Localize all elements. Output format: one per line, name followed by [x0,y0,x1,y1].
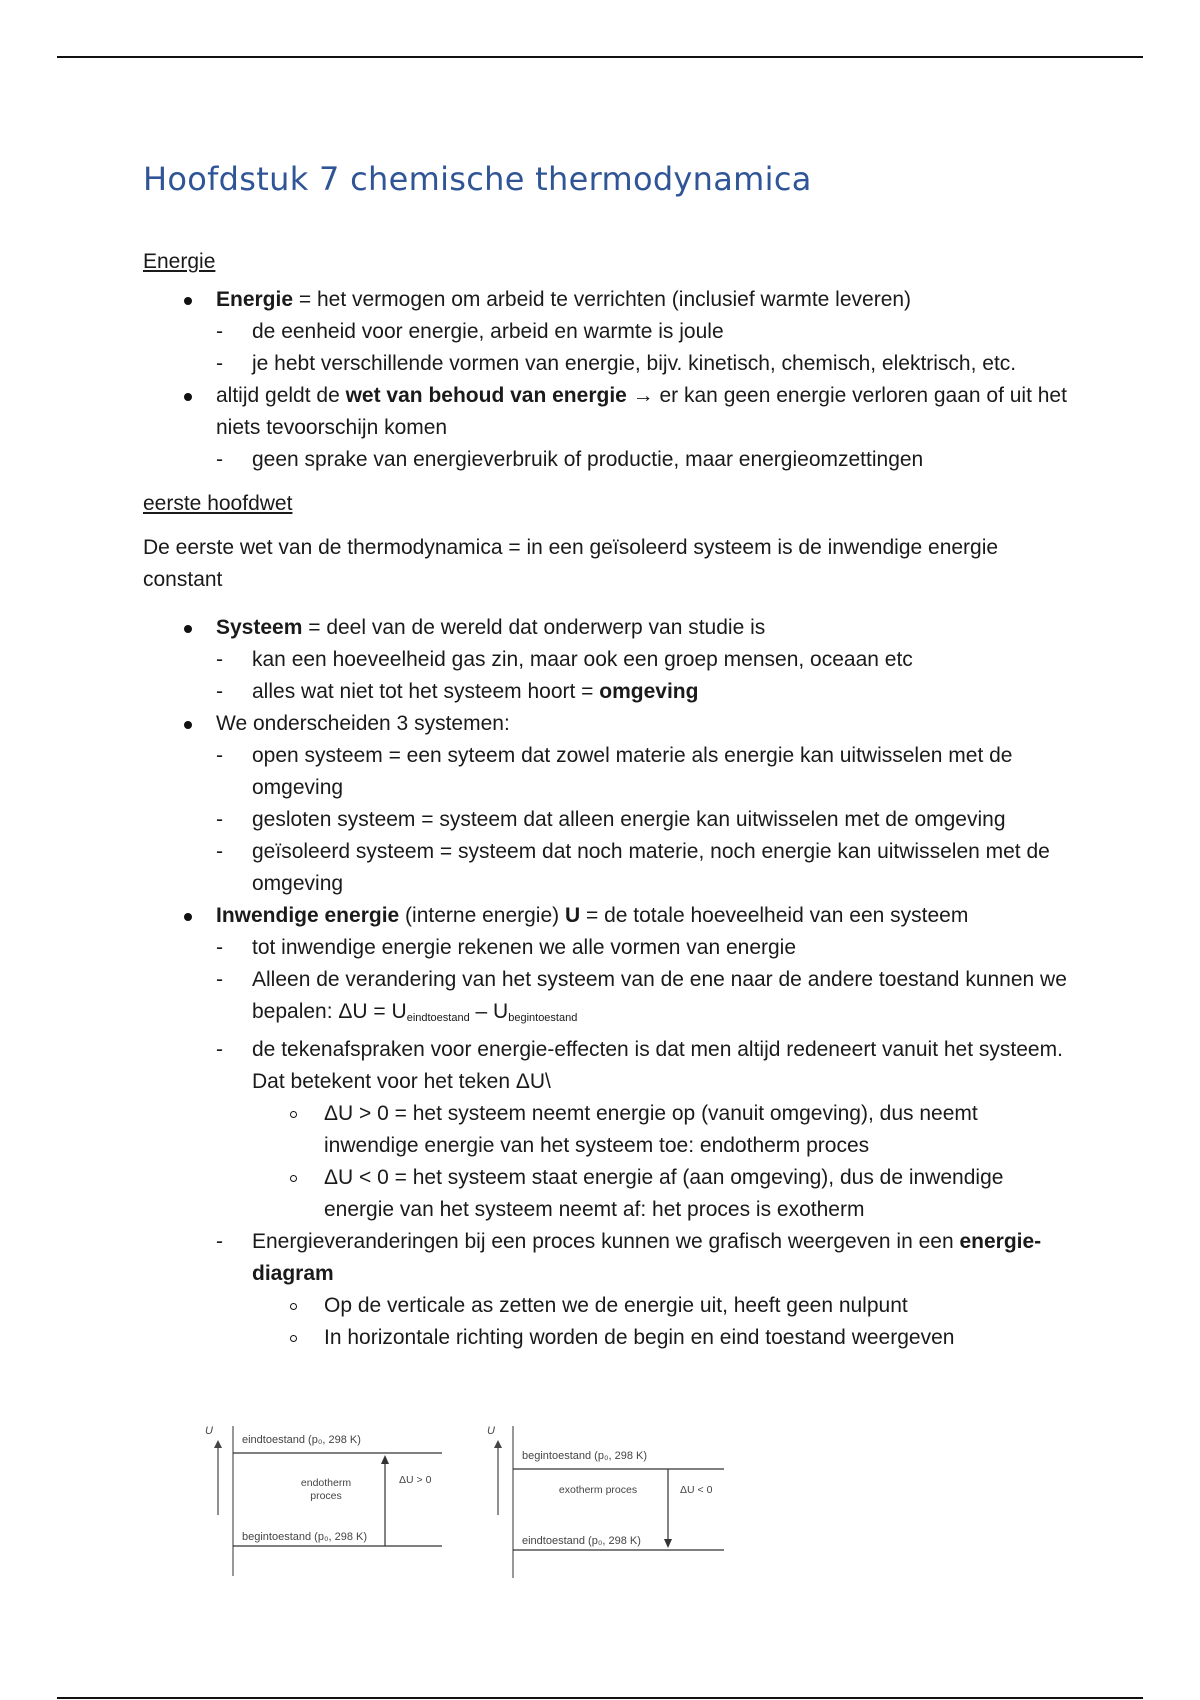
list-item: - alles wat niet tot het systeem hoort = omgeving [216,676,1073,708]
delta-label: ΔU > 0 [399,1474,432,1486]
dash-icon: - [216,840,223,863]
list-item: - open systeem = een syteem dat zowel materie als energie kan uitwisselen met de omgeving [216,740,1073,804]
arrow-up-icon [494,1440,502,1448]
section-heading-hoofdwet: eerste hoofdwet [143,492,293,515]
bullet-icon [184,721,192,729]
section-heading-energie: Energie [143,250,216,273]
list-item: ΔU > 0 = het systeem neemt energie op (vanuit omgeving), dus neemt inwendige energie van het systeem toe: endotherm proces [252,1098,1073,1162]
list-item: Inwendige energie (interne energie) U = de totale hoeveelheid van een systeem - tot inwendige energie rekenen we alle vormen van energie - Alleen de verandering van het systeem van de ene naar de andere toestand kunnen we bepalen: $\Delta U = U_{eindtoestand} - U_{begintoestand}$ - de tekenafspraken voor energie-effecten is dat men altijd redeneert vanuit het systeem. Dat betekent voor het teken ΔU\ ΔU > 0 = het systeem neemt energie op (vanuit omgeving), dus neemt inwendige energie van het systeem toe: endotherm proces ΔU < 0 = het systeem staat energie af (aan omgeving), dus de inwendige energie van het systeem neemt af: het proces is exotherm - Energieveranderingen bij een proces kunnen we grafisch weergeven in een energie-diagram Op de verticale as zetten we de energie uit, heeft geen nulpunt In horizontale richting worden de begin en eind toestand weergeven [143,900,1073,1354]
circle-bullet-icon [290,1335,297,1342]
energy-diagram-endotherm [200,1420,450,1585]
top-level-label: eindtoestand (p₀, 298 K) [242,1434,361,1446]
intro-paragraph: De eerste wet van de thermodynamica = in een geïsoleerd systeem is de inwendige energie constant [143,536,999,591]
dash-icon: - [216,648,223,671]
process-label-2: proces [310,1490,342,1502]
bottom-level-label: eindtoestand (p₀, 298 K) [522,1535,641,1547]
arrow-up-icon [214,1440,222,1448]
bullet-icon [184,913,192,921]
dash-icon: - [216,448,223,471]
list-item: - kan een hoeveelheid gas zin, maar ook een groep mensen, oceaan etc [216,644,1073,676]
document-body [143,160,1073,1354]
list-item: - tot inwendige energie rekenen we alle vormen van energie [216,932,1073,964]
list-item: - geen sprake van energieverbruik of productie, maar energieomzettingen [216,444,1073,476]
list-item: Energie = het vermogen om arbeid te verrichten (inclusief warmte leveren) - de eenheid voor energie, arbeid en warmte is joule - je hebt verschillende vormen van energie, bijv. kinetisch, chemisch, elektrisch, etc. [143,284,1073,380]
bullet-icon [184,393,192,401]
energie-list [143,284,1073,476]
bullet-icon [184,625,192,633]
list-item: Systeem = deel van de wereld dat onderwerp van studie is - kan een hoeveelheid gas zin, maar ook een groep mensen, oceaan etc - alles wat niet tot het systeem hoort = omgeving [143,612,1073,708]
process-label: exotherm proces [558,1484,638,1496]
circle-bullet-icon [290,1111,297,1118]
footer-rule [57,1697,1143,1699]
top-level-label: begintoestand (p₀, 298 K) [522,1450,648,1462]
page-title: Hoofdstuk 7 chemische thermodynamica [143,160,812,198]
dash-icon: - [216,352,223,375]
dash-icon: - [216,320,223,343]
bullet-icon [184,297,192,305]
delta-label: ΔU < 0 [680,1484,713,1496]
list-item: We onderscheiden 3 systemen: - open systeem = een syteem dat zowel materie als energie kan uitwisselen met de omgeving - gesloten systeem = systeem dat alleen energie kan uitwisselen met de omgeving - geïsoleerd systeem = systeem dat noch materie, noch energie kan uitwisselen met de omgeving [143,708,1073,900]
dash-icon: - [216,744,223,767]
list-item: - je hebt verschillende vormen van energie, bijv. kinetisch, chemisch, elektrisch, etc. [216,348,1073,380]
axis-label: U [487,1425,495,1437]
list-item: In horizontale richting worden de begin en eind toestand weergeven [252,1322,1073,1354]
axis-label: U [205,1425,213,1437]
dash-icon: - [216,936,223,959]
list-item: - Energieveranderingen bij een proces kunnen we grafisch weergeven in een energie-diagram Op de verticale as zetten we de energie uit, heeft geen nulpunt In horizontale richting worden de begin en eind toestand weergeven [216,1226,1073,1354]
list-item: - de eenheid voor energie, arbeid en warmte is joule [216,316,1073,348]
hoofdwet-list [143,612,1073,1354]
list-item: - gesloten systeem = systeem dat alleen energie kan uitwisselen met de omgeving [216,804,1073,836]
circle-bullet-icon [290,1175,297,1182]
bottom-level-label: begintoestand (p₀, 298 K) [242,1531,368,1543]
header-rule [57,56,1143,58]
dash-icon: - [216,968,223,991]
list-item: ΔU < 0 = het systeem staat energie af (aan omgeving), dus de inwendige energie van het systeem neemt af: het proces is exotherm [252,1162,1073,1226]
arrow-up-icon [381,1455,389,1464]
dash-icon: - [216,1230,223,1253]
list-item: Op de verticale as zetten we de energie uit, heeft geen nulpunt [252,1290,1073,1322]
energy-diagram-exotherm [482,1420,732,1585]
dash-icon: - [216,1038,223,1061]
list-item: altijd geldt de wet van behoud van energie → er kan geen energie verloren gaan of uit het niets tevoorschijn komen - geen sprake van energieverbruik of productie, maar energieomzettingen [143,380,1073,476]
circle-bullet-icon [290,1303,297,1310]
list-item: - de tekenafspraken voor energie-effecten is dat men altijd redeneert vanuit het systeem. Dat betekent voor het teken ΔU\ ΔU > 0 = het systeem neemt energie op (vanuit omgeving), dus neemt inwendige energie van het systeem toe: endotherm proces ΔU < 0 = het systeem staat energie af (aan omgeving), dus de inwendige energie van het systeem neemt af: het proces is exotherm [216,1034,1073,1226]
list-item: - geïsoleerd systeem = systeem dat noch materie, noch energie kan uitwisselen met de omgeving [216,836,1073,900]
dash-icon: - [216,680,223,703]
dash-icon: - [216,808,223,831]
arrow-down-icon [664,1539,672,1548]
list-item: - Alleen de verandering van het systeem van de ene naar de andere toestand kunnen we bepalen: $\Delta U = U_{eindtoestand} - U_{begintoestand}$ [216,964,1073,1034]
process-label-1: endotherm [300,1477,352,1489]
